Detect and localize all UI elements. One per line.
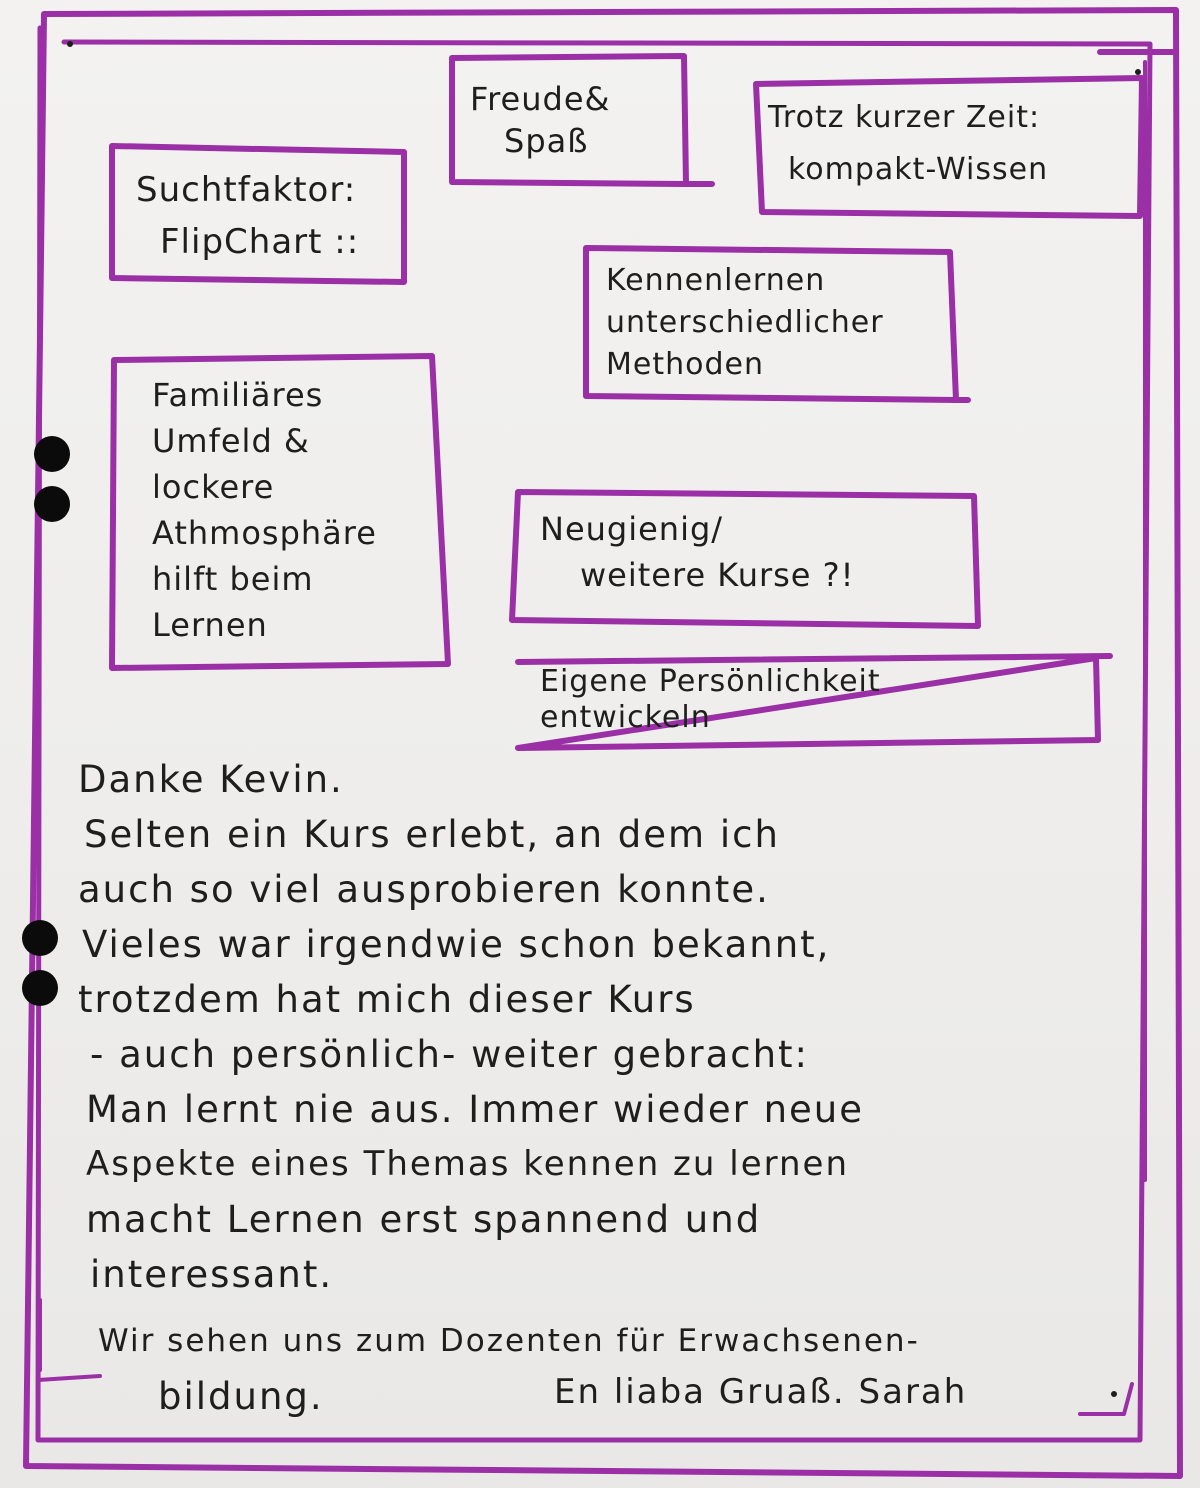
note-line: Freude& [470, 80, 611, 118]
note-line: Kennenlernen [606, 263, 826, 298]
note-line: Trotz kurzer Zeit: [768, 100, 1041, 135]
letter-line: - auch persönlich- weiter gebracht: [90, 1033, 810, 1076]
punch-hole-1 [34, 436, 70, 472]
punch-hole-3 [22, 920, 58, 956]
note-neugierig [540, 506, 854, 598]
note-familiaer [152, 372, 377, 648]
note-trotz [768, 92, 1048, 196]
note-line: Familiäres [152, 376, 324, 414]
ink-dot [67, 41, 73, 47]
letter-line: Man lernt nie aus. Immer wieder neue [86, 1088, 864, 1131]
note-line: kompakt-Wissen [788, 152, 1049, 187]
note-line: Umfeld & [152, 422, 310, 460]
letter-line: Danke Kevin. [78, 758, 344, 801]
note-line: Lernen [152, 606, 268, 644]
ink-dot [1135, 69, 1141, 75]
note-sucht [136, 164, 359, 268]
note-line: FlipChart :: [160, 222, 360, 262]
letter-line: interessant. [90, 1253, 334, 1296]
letter-body [78, 752, 1158, 1424]
letter-line: macht Lernen erst spannend und [86, 1198, 762, 1241]
note-line: hilft beim [152, 560, 314, 598]
note-line: Athmosphäre [152, 514, 377, 552]
letter-line: Vieles war irgendwie schon bekannt, [82, 923, 831, 966]
note-line: weitere Kurse ?! [580, 556, 855, 594]
punch-hole-4 [22, 970, 58, 1006]
note-eigene [540, 664, 881, 736]
note-line: entwickeln [540, 700, 711, 735]
note-line: Neugienig/ [540, 510, 724, 548]
note-line: Spaß [504, 122, 589, 160]
note-line: lockere [152, 468, 275, 506]
letter-line: Selten ein Kurs erlebt, an dem ich [84, 813, 780, 856]
note-kennen [606, 260, 884, 386]
letter-line: Wir sehen uns zum Dozenten für Erwachsenen- [98, 1323, 920, 1359]
letter-signoff: En liaba Gruaß. Sarah [554, 1372, 968, 1412]
note-line: Methoden [606, 347, 764, 382]
letter-line: auch so viel ausprobieren konnte. [78, 868, 770, 911]
note-line: unterschiedlicher [606, 305, 884, 340]
punch-hole-2 [34, 486, 70, 522]
letter-line: Aspekte eines Themas kennen zu lernen [86, 1144, 850, 1184]
note-freude [470, 78, 610, 162]
letter-line: bildung. [158, 1375, 324, 1418]
note-line: Suchtfaktor: [136, 170, 357, 210]
letter-line: trotzdem hat mich dieser Kurs [78, 978, 696, 1021]
note-line: Eigene Persönlichkeit [540, 664, 881, 699]
